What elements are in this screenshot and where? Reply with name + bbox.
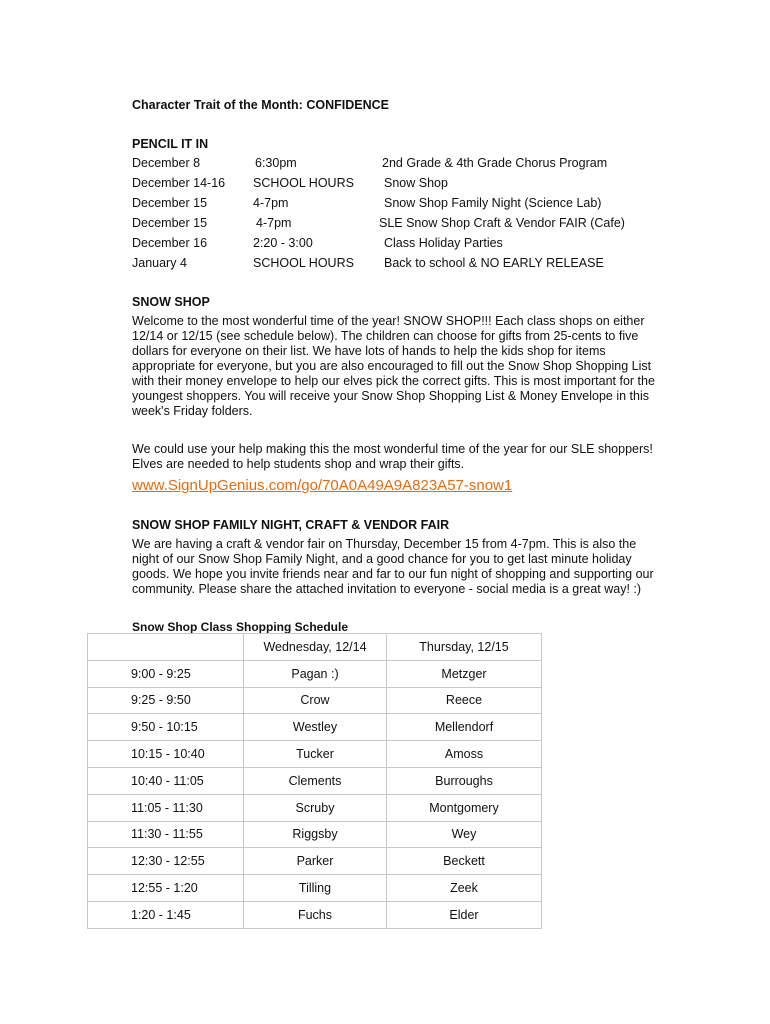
event-row <box>132 236 672 254</box>
wednesday-cell: Scruby <box>244 794 387 821</box>
event-name: Snow Shop <box>384 176 448 190</box>
event-row <box>132 156 672 174</box>
time-cell: 10:40 - 11:05 <box>88 767 244 794</box>
time-cell: 9:50 - 10:15 <box>88 714 244 741</box>
table-row <box>88 848 542 875</box>
schedule-table-title: Snow Shop Class Shopping Schedule <box>132 620 349 634</box>
event-time: 4-7pm <box>256 216 292 230</box>
table-row <box>88 714 542 741</box>
event-time: SCHOOL HOURS <box>253 256 354 270</box>
wednesday-cell: Parker <box>244 848 387 875</box>
thursday-cell: Wey <box>387 821 542 848</box>
thursday-cell: Beckett <box>387 848 542 875</box>
event-row <box>132 176 672 194</box>
time-cell: 10:15 - 10:40 <box>88 741 244 768</box>
event-row <box>132 196 672 214</box>
shopping-schedule-table <box>87 633 542 929</box>
event-time: 4-7pm <box>253 196 289 210</box>
thursday-cell: Mellendorf <box>387 714 542 741</box>
snow-shop-paragraph: Welcome to the most wonderful time of the year! SNOW SHOP!!! Each class shops on either 12/14 or 12/15 (see schedule below). The children can choose for gifts from 25-cents to five dollars for everyone on their list. We have lots of hands to help the kids shop for items appropriate for everyone, but you are also encouraged to fill out the Snow Shop Shopping List with their money envelope to help our elves pick the correct gifts. This is most important for the youngest shoppers. You will receive your Snow Shop Shopping List & Money Envelope in this week's Friday folders. <box>132 314 655 418</box>
event-date: December 8 <box>132 156 201 170</box>
table-row <box>88 794 542 821</box>
wednesday-cell: Fuchs <box>244 901 387 928</box>
page-title: Character Trait of the Month: CONFIDENCE <box>132 98 389 112</box>
time-cell: 11:30 - 11:55 <box>88 821 244 848</box>
thursday-cell: Burroughs <box>387 767 542 794</box>
table-row <box>88 660 542 687</box>
event-name: SLE Snow Shop Craft & Vendor FAIR (Cafe) <box>379 216 625 230</box>
table-row <box>88 875 542 902</box>
thursday-cell: Montgomery <box>387 794 542 821</box>
event-date: December 15 <box>132 196 208 210</box>
header-cell: Wednesday, 12/14 <box>244 634 387 661</box>
table-row <box>88 821 542 848</box>
event-date: December 14-16 <box>132 176 226 190</box>
volunteer-paragraph: We could use your help making this the most wonderful time of the year for our SLE shoppers! Elves are needed to help students shop and wrap their gifts. <box>132 442 653 471</box>
time-cell: 12:30 - 12:55 <box>88 848 244 875</box>
thursday-cell: Reece <box>387 687 542 714</box>
wednesday-cell: Tucker <box>244 741 387 768</box>
event-date: December 15 <box>132 216 208 230</box>
time-cell: 11:05 - 11:30 <box>88 794 244 821</box>
event-name: Snow Shop Family Night (Science Lab) <box>384 196 602 210</box>
table-header-row <box>88 634 542 661</box>
time-cell: 9:25 - 9:50 <box>88 687 244 714</box>
table-row <box>88 741 542 768</box>
snow-shop-heading: SNOW SHOP <box>132 295 210 309</box>
event-date: December 16 <box>132 236 208 250</box>
time-cell: 12:55 - 1:20 <box>88 875 244 902</box>
time-cell: 1:20 - 1:45 <box>88 901 244 928</box>
thursday-cell: Elder <box>387 901 542 928</box>
thursday-cell: Zeek <box>387 875 542 902</box>
table-row <box>88 767 542 794</box>
table-row <box>88 687 542 714</box>
family-night-heading: SNOW SHOP FAMILY NIGHT, CRAFT & VENDOR FAIR <box>132 518 450 532</box>
event-time: 6:30pm <box>255 156 297 170</box>
event-name: Back to school & NO EARLY RELEASE <box>384 256 604 270</box>
family-night-paragraph: We are having a craft & vendor fair on Thursday, December 15 from 4-7pm. This is also the night of our Snow Shop Family Night, and a good chance for you to get last minute holiday goods. We hope you invite friends near and far to our fun night of shopping and supporting our community. Please share the attached invitation to everyone - social media is a great way! :) <box>132 537 654 596</box>
pencil-it-in-heading: PENCIL IT IN <box>132 137 209 151</box>
event-date: January 4 <box>132 256 187 270</box>
event-name: Class Holiday Parties <box>384 236 503 250</box>
thursday-cell: Metzger <box>387 660 542 687</box>
event-row <box>132 216 672 234</box>
time-cell: 9:00 - 9:25 <box>88 660 244 687</box>
event-row <box>132 256 672 274</box>
event-time: 2:20 - 3:00 <box>253 236 313 250</box>
wednesday-cell: Riggsby <box>244 821 387 848</box>
wednesday-cell: Crow <box>244 687 387 714</box>
wednesday-cell: Pagan :) <box>244 660 387 687</box>
wednesday-cell: Clements <box>244 767 387 794</box>
header-cell <box>88 634 244 661</box>
wednesday-cell: Tilling <box>244 875 387 902</box>
signup-genius-link[interactable]: www.SignUpGenius.com/go/70A0A49A9A823A57-snow1 <box>132 477 513 494</box>
wednesday-cell: Westley <box>244 714 387 741</box>
thursday-cell: Amoss <box>387 741 542 768</box>
header-cell: Thursday, 12/15 <box>387 634 542 661</box>
table-row <box>88 901 542 928</box>
event-time: SCHOOL HOURS <box>253 176 354 190</box>
event-name: 2nd Grade & 4th Grade Chorus Program <box>382 156 608 170</box>
